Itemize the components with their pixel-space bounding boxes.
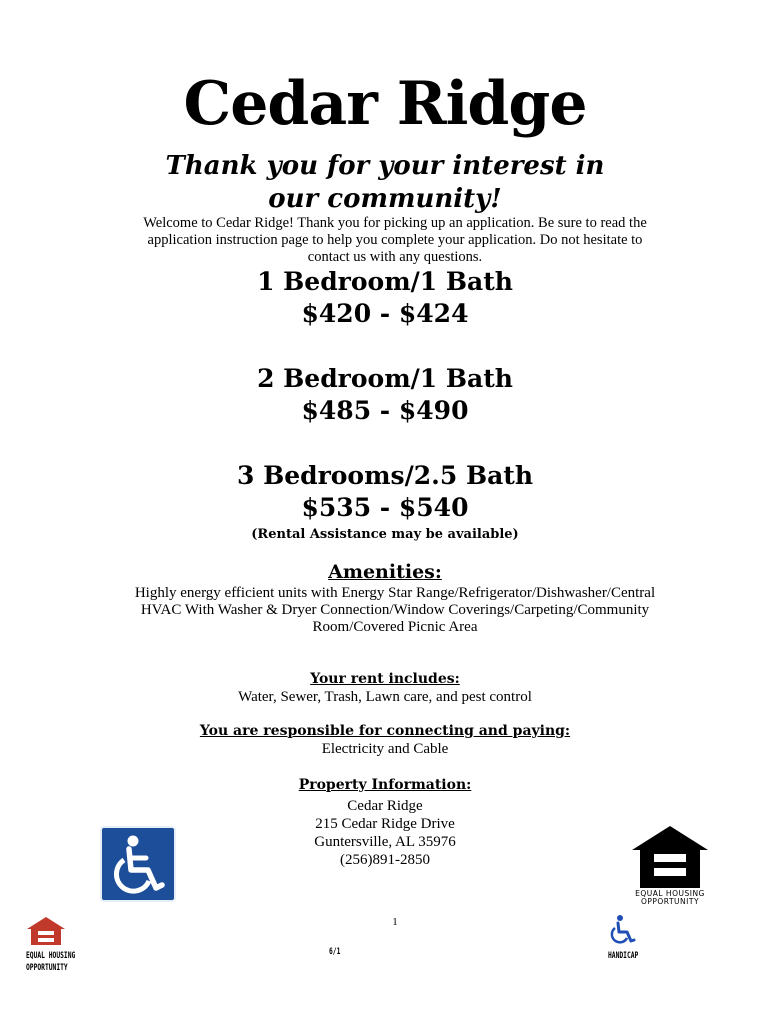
property-heading-wrap [0, 776, 770, 794]
unit-price: $420 - $424 [301, 299, 469, 328]
wheelchair-icon [608, 914, 638, 946]
unit-block-3 [0, 460, 770, 524]
unit-name: 2 Bedroom/1 Bath [257, 364, 513, 393]
property-name: Cedar Ridge [347, 798, 423, 814]
thank-you-heading [0, 150, 770, 216]
rent-includes-text: Water, Sewer, Trash, Lawn care, and pest control [238, 689, 532, 705]
property-street: 215 Cedar Ridge Drive [315, 816, 455, 832]
unit-name: 1 Bedroom/1 Bath [257, 267, 513, 296]
property-phone: (256)891-2850 [340, 852, 430, 868]
unit-name: 3 Bedrooms/2.5 Bath [236, 461, 534, 490]
equal-housing-small-line-1: EQUAL HOUSING [26, 951, 76, 961]
rent-includes-section [0, 670, 770, 706]
thank-you-line-2: our community! [268, 184, 502, 214]
thank-you-line-1: Thank you for your interest in [165, 151, 605, 181]
equal-housing-small-label [26, 950, 76, 974]
welcome-paragraph: Welcome to Cedar Ridge! Thank you for picking up an application. Be sure to read the application instruction page to help you complete your application. Do not hesitate to contact us with any questions. [143, 215, 647, 265]
equal-housing-label-line-1: EQUAL HOUSING [635, 889, 705, 898]
property-heading: Property Information: [298, 777, 472, 793]
rental-assistance-note: (Rental Assistance may be available) [251, 527, 519, 542]
footer-code: 6/1 [329, 947, 341, 957]
property-city: Guntersville, AL 35976 [314, 834, 456, 850]
page-title: Cedar Ridge [183, 69, 587, 139]
handicap-small-logo [608, 914, 648, 964]
accessibility-icon [100, 826, 176, 902]
equal-housing-logo [630, 824, 710, 908]
equal-housing-label-line-2: OPPORTUNITY [640, 897, 700, 906]
equal-housing-label [630, 890, 710, 906]
responsible-heading: You are responsible for connecting and paying: [199, 723, 571, 739]
equal-housing-small-line-2: OPPORTUNITY [26, 963, 68, 973]
equal-housing-small-logo [26, 916, 76, 976]
unit-price: $535 - $540 [301, 493, 469, 522]
rent-includes-heading: Your rent includes: [310, 671, 460, 687]
responsible-text: Electricity and Cable [321, 741, 449, 757]
unit-block-2 [0, 363, 770, 427]
amenities-heading: Amenities: [328, 561, 442, 583]
page-number: 1 [392, 916, 398, 928]
unit-price: $485 - $490 [301, 396, 469, 425]
handicap-label: HANDICAP [608, 951, 639, 961]
unit-block-1 [0, 266, 770, 330]
responsible-section [0, 722, 770, 758]
amenities-text: Highly energy efficient units with Energy Star Range/Refrigerator/Dishwasher/Central HVAC With Washer & Dryer Connection/Window Coverings/Carpeting/Community Room/Covered Picnic Area [134, 585, 656, 635]
